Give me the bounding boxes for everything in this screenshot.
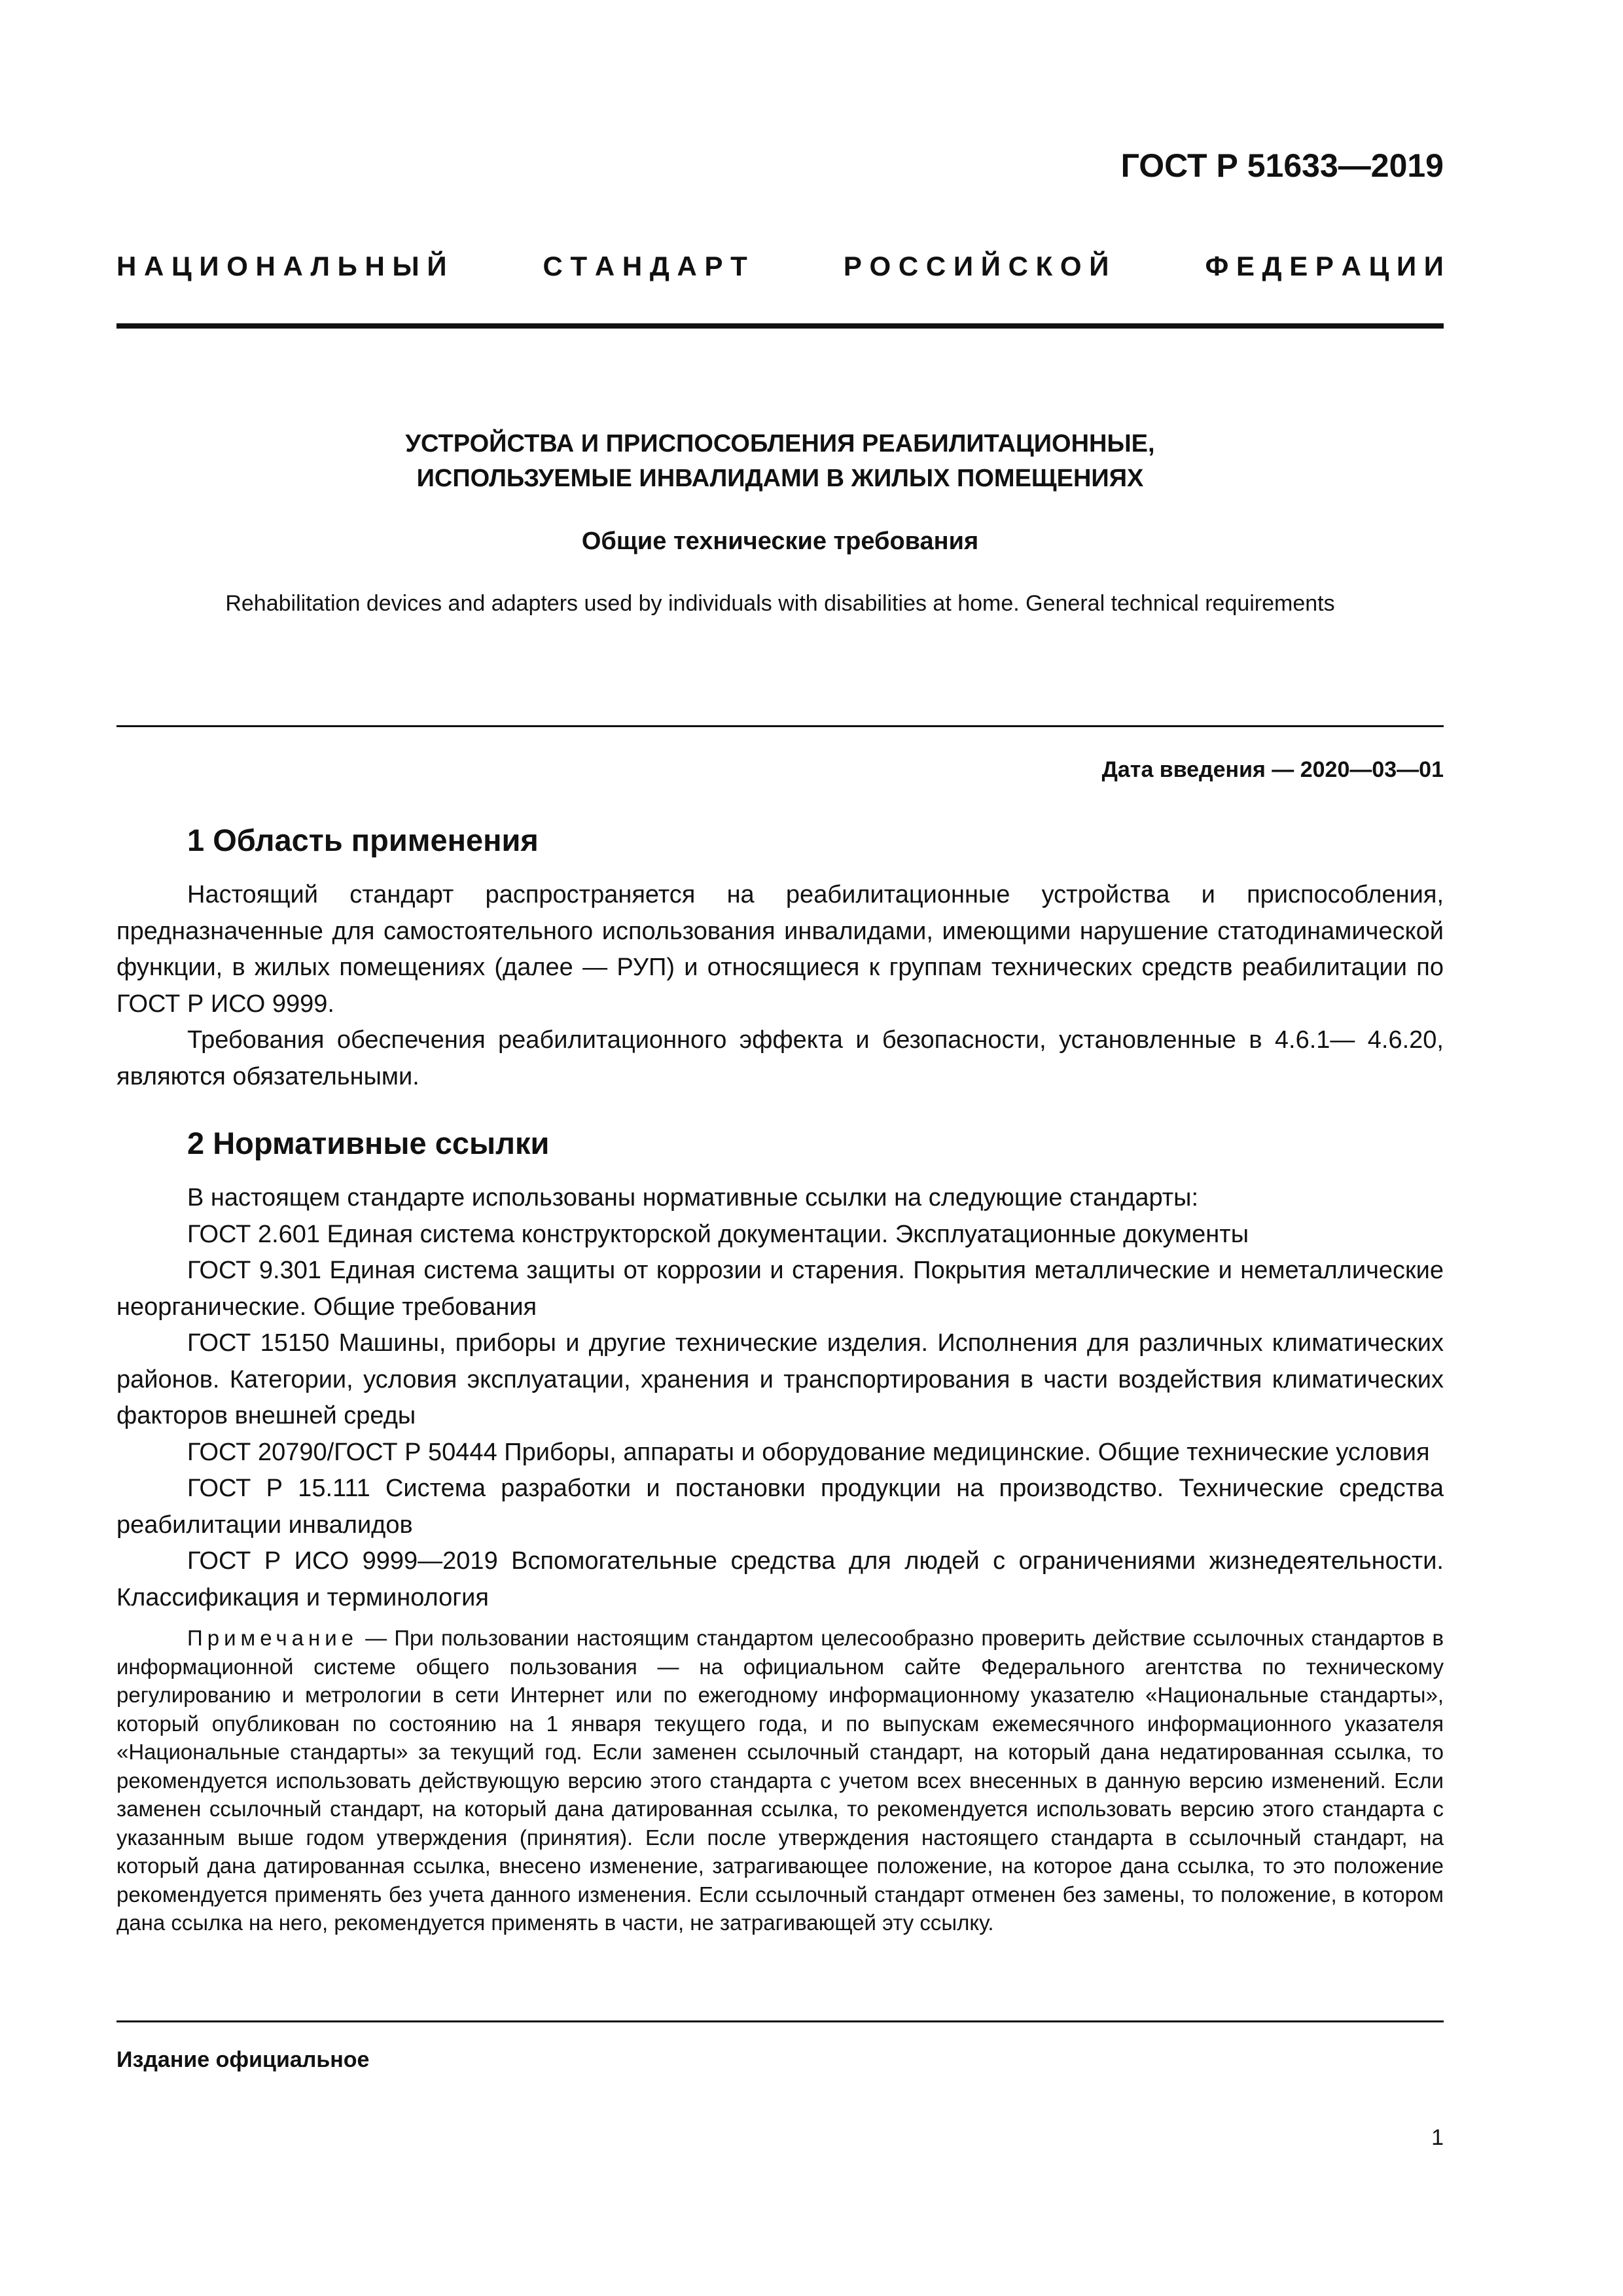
page-number: 1 — [1431, 2125, 1444, 2150]
paragraph: Требования обеспечения реабилитационного эффекта и безопасности, установленные в 4.6.1— 4.6.20, являются обязательными. — [116, 1026, 1444, 1090]
banner-word: Н А Ц И О Н А Л Ь Н Ы Й — [116, 251, 447, 281]
official-edition-label: Издание официальное — [116, 2047, 370, 2072]
banner-word: Ф Е Д Е Р А Ц И И — [1205, 251, 1444, 281]
title-divider — [116, 725, 1444, 727]
reference-item: ГОСТ 2.601 Единая система конструкторской документации. Эксплуатационные документы — [187, 1220, 1249, 1248]
banner-word: Р О С С И Й С К О Й — [843, 251, 1109, 281]
national-standard-banner — [116, 251, 1444, 282]
footer-divider — [116, 2020, 1444, 2022]
header-divider — [116, 323, 1444, 329]
document-body — [116, 821, 1444, 1937]
banner-word: С Т А Н Д А Р Т — [543, 251, 747, 281]
document-title — [116, 427, 1444, 496]
paragraph: Настоящий стандарт распространяется на реабилитационные устройства и приспособления, предназначенные для самостоятельного использования инвалидами, имеющими нарушение статодинамической функции, в жилых помещениях (далее — РУП) и относящиеся к группам технических средств реабилитации по ГОСТ Р ИСО 9999. — [116, 881, 1444, 1018]
note-text: — При пользовании настоящим стандартом целесообразно проверить действие ссылочных стандартов в информационной системе общего пользования — на официальном сайте Федерального агентства по техническому регулированию и метрологии в сети Интернет или по ежегодному информационному указателю «Национальные стандарты», который опубликован по состоянию на 1 января текущего года, и по выпускам ежемесячного информационного указателя «Национальные стандарты» за текущий год. Если заменен ссылочный стандарт, на который дана недатированная ссылка, то рекомендуется использовать действующую версию этого стандарта с учетом всех внесенных в данную версию изменений. Если заменен ссылочный стандарт, на который дана датированная ссылка, то рекомендуется использовать версию этого стандарта с указанным выше годом утверждения (принятия). Если после утверждения настоящего стандарта в ссылочный стандарт, на который дана датированная ссылка, внесено изменение, затрагивающее положение, на которое дана ссылка, то это положение рекомендуется применять без учета данного изменения. Если ссылочный стандарт отменен без замены, то положение, в котором дана ссылка на него, рекомендуется применять в части, не затрагивающей эту ссылку. — [116, 1626, 1444, 1935]
reference-item: ГОСТ 9.301 Единая система защиты от коррозии и старения. Покрытия металлические и неметаллические неорганические. Общие требования — [116, 1257, 1444, 1321]
section-heading-references: 2 Нормативные ссылки — [187, 1126, 550, 1160]
title-line-1: УСТРОЙСТВА И ПРИСПОСОБЛЕНИЯ РЕАБИЛИТАЦИОННЫЕ, — [405, 430, 1155, 457]
paragraph: В настоящем стандарте использованы нормативные ссылки на следующие стандарты: — [187, 1184, 1199, 1211]
section-heading-scope: 1 Область применения — [187, 823, 539, 857]
reference-item: ГОСТ Р 15.111 Система разработки и постановки продукции на производство. Технические средства реабилитации инвалидов — [116, 1475, 1444, 1539]
introduction-date: Дата введения — 2020—03—01 — [1101, 757, 1444, 782]
note-label: Примечание — [187, 1626, 359, 1650]
title-line-2: ИСПОЛЬЗУЕМЫЕ ИНВАЛИДАМИ В ЖИЛЫХ ПОМЕЩЕНИЯХ — [416, 465, 1144, 492]
reference-item: ГОСТ 20790/ГОСТ Р 50444 Приборы, аппараты и оборудование медицинские. Общие технические условия — [187, 1438, 1430, 1466]
english-title: Rehabilitation devices and adapters used by individuals with disabilities at home. General technical requirements — [225, 591, 1335, 616]
note-paragraph — [116, 1624, 1444, 1937]
document-subtitle: Общие технические требования — [581, 528, 979, 555]
standard-code: ГОСТ Р 51633—2019 — [1120, 147, 1444, 184]
reference-item: ГОСТ 15150 Машины, приборы и другие технические изделия. Исполнения для различных климатических районов. Категории, условия эксплуатации, хранения и транспортирования в части воздействия климатических факторов внешней среды — [116, 1329, 1444, 1429]
reference-item: ГОСТ Р ИСО 9999—2019 Вспомогательные средства для людей с ограничениями жизнедеятельности. Классификация и терминология — [116, 1547, 1444, 1611]
